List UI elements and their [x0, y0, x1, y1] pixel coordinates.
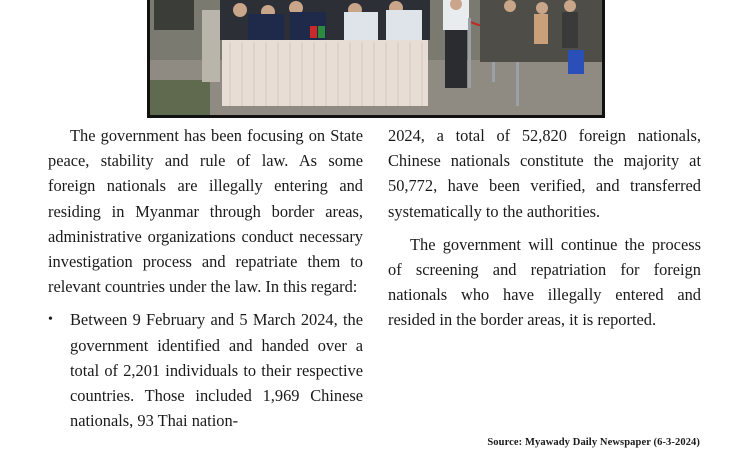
continued-paragraph: 2024, a total of 52,820 foreign nationals, Chinese nationals constitute the majority at 50,772, have been verified, and transferred systematically to the authorities.	[388, 126, 701, 221]
source-credit: Source: Myawady Daily Newspaper (6-3-2024)	[487, 437, 700, 448]
intro-paragraph: The government has been focusing on State peace, stability and rule of law. As some foreign nationals are illegally entering and residing in Myanmar through border areas, administrative organizations conduct necessary investigation process and repatriate them to relevant countries under the law. In this regard:	[48, 126, 363, 297]
bullet-list	[48, 307, 363, 433]
bullet-icon: •	[48, 312, 53, 328]
list-item-text: Between 9 February and 5 March 2024, the government identified and handed over a total of 2,201 individuals to their respective countries. Those included 1,969 Chinese nationals, 93 Thai nation-	[70, 310, 363, 431]
closing-paragraph: The government will continue the process of screening and repatriation for foreign nationals who have illegally entered and resided in the border areas, it is reported.	[388, 234, 701, 330]
list-item	[48, 307, 363, 433]
article-photo	[147, 0, 605, 118]
left-column	[48, 123, 363, 433]
photo-illustration	[150, 0, 602, 115]
right-column	[388, 123, 701, 333]
